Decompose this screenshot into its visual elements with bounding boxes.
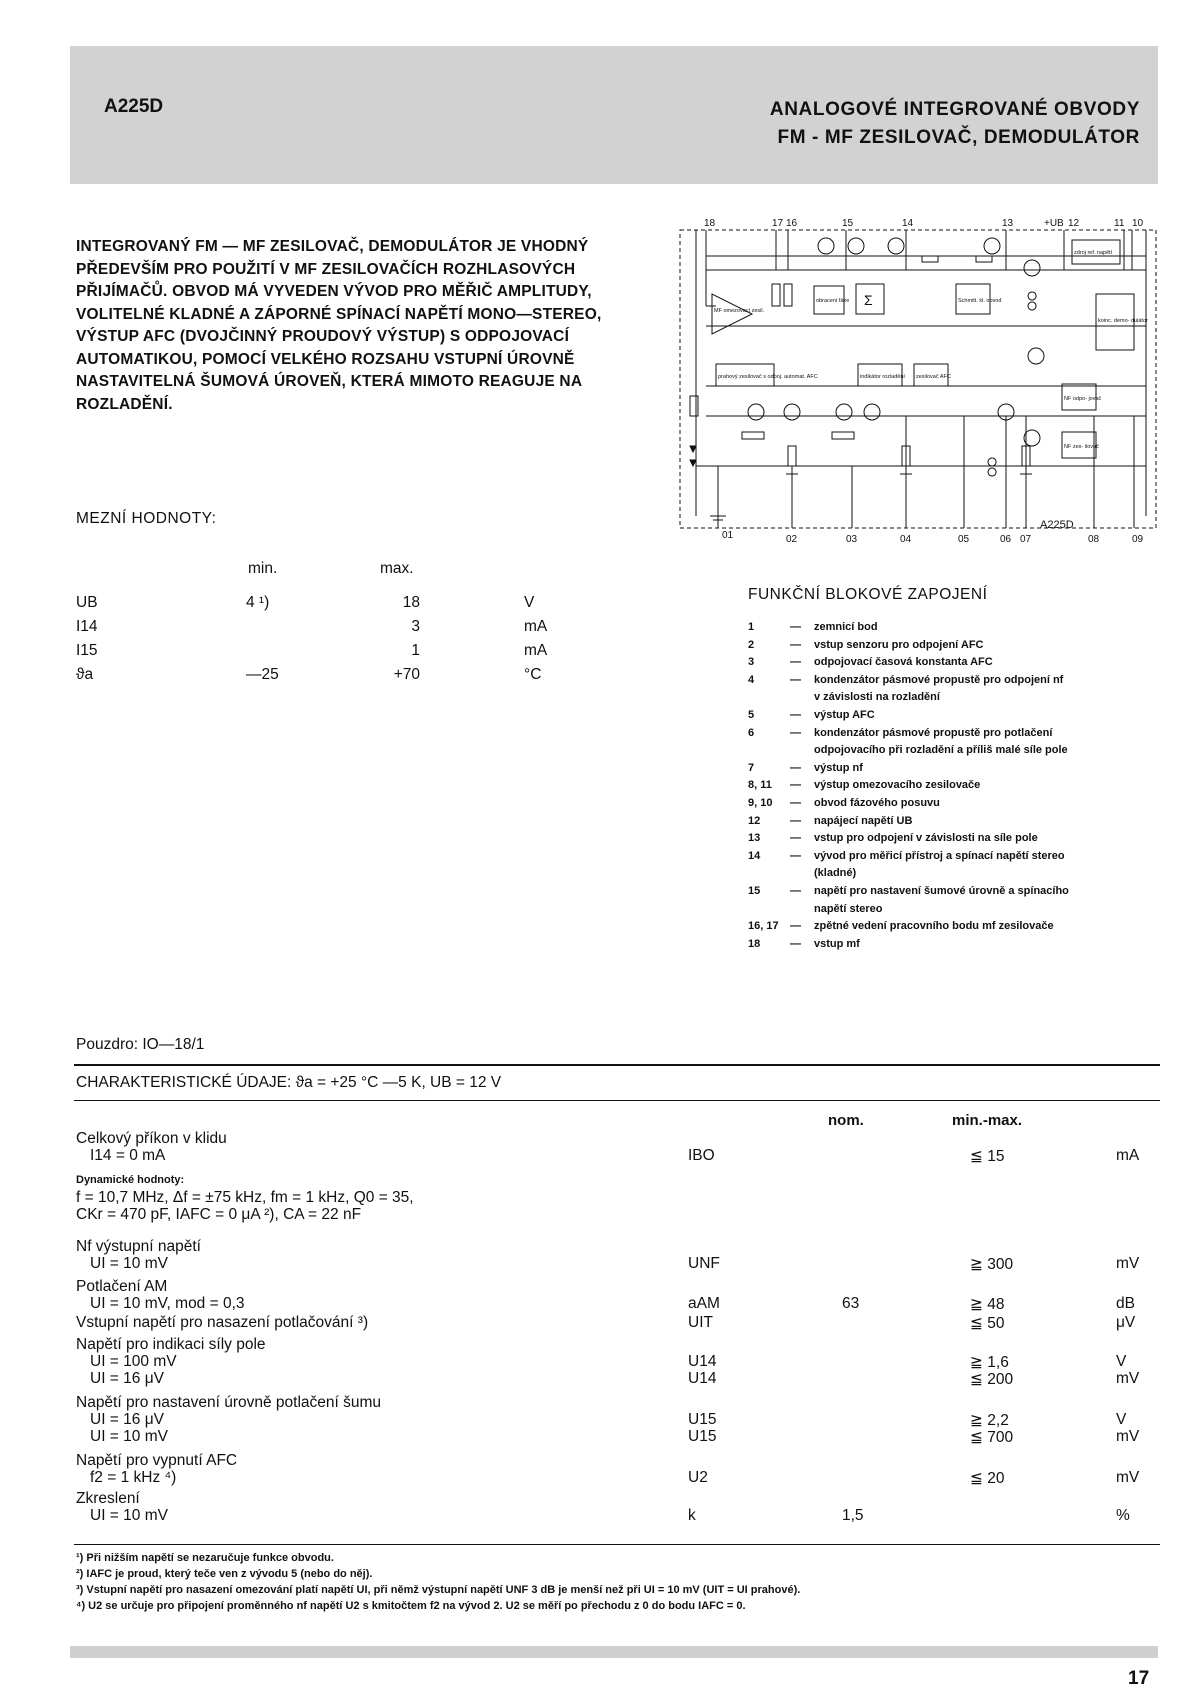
nf-amplifier-label: NF zes- ilovač	[1064, 444, 1099, 450]
pin-label-bottom: 09	[1132, 534, 1144, 545]
char-minmax: ≦ 700	[970, 1429, 1014, 1446]
pin-label-top: 17	[772, 218, 784, 229]
limit-param: I15	[76, 642, 98, 659]
limit-param: I14	[76, 618, 98, 635]
pin-dash: —	[790, 638, 801, 651]
pin-number: 13	[748, 832, 761, 845]
limits-title: MEZNÍ HODNOTY:	[76, 510, 217, 527]
pin-row	[748, 936, 1200, 954]
page-title	[770, 96, 1140, 152]
pin-number: 6	[748, 726, 755, 739]
char-param-line: UI = 10 mV	[90, 1428, 168, 1445]
char-param-line: UI = 10 mV	[90, 1507, 168, 1524]
divider	[74, 1544, 1160, 1545]
pin-dash: —	[790, 814, 801, 827]
char-param-line: f2 = 1 kHz ⁴)	[90, 1469, 177, 1486]
pin-number	[748, 742, 790, 760]
pin-label-top: 11	[1114, 218, 1125, 229]
char-symbol: U2	[688, 1469, 708, 1486]
pin-row	[748, 689, 1200, 707]
char-unit: %	[1116, 1507, 1130, 1524]
pin-label-bottom: 07	[1020, 534, 1032, 545]
limit-unit: °C	[524, 666, 542, 683]
threshold-block-label: prahový zesilovač s odpoj. automat. AFC	[718, 374, 818, 380]
char-symbol: U14	[688, 1370, 717, 1387]
pin-dash: —	[790, 796, 801, 809]
char-param-line: UI = 10 mV, mod = 0,3	[90, 1295, 245, 1312]
header-bar	[70, 46, 1158, 184]
pin-dash: —	[790, 937, 801, 950]
pin-row	[748, 918, 1200, 936]
pin-description: kondenzátor pásmové propustě pro potlačení	[814, 726, 1053, 739]
pin-dash: —	[790, 708, 801, 721]
pin-row	[748, 883, 1200, 901]
pin-dash	[790, 901, 814, 919]
pin-row	[748, 760, 1200, 778]
schmitt-block-label: Schmitt. kl. obvod	[958, 298, 1002, 304]
pin-label-bottom: 08	[1088, 534, 1100, 545]
pin-description: obvod fázového posuvu	[814, 796, 940, 809]
pin-dash: —	[790, 761, 801, 774]
pin-description: zemnicí bod	[814, 621, 878, 633]
pin-number: 18	[748, 937, 761, 950]
limit-max: 3	[411, 618, 420, 635]
char-param-line: UI = 100 mV	[90, 1353, 177, 1370]
pin-label-bottom: 01	[722, 530, 734, 541]
pin-dash: —	[790, 726, 801, 739]
pin-description: vstup senzoru pro odpojení AFC	[814, 638, 984, 651]
pin-row	[748, 672, 1200, 690]
char-unit: V	[1116, 1411, 1127, 1428]
char-param-line: Potlačení AM	[76, 1278, 168, 1295]
footnote: ⁴) U2 se určuje pro připojení proměnného nf napětí U2 s kmitočtem f2 na vývod 2. U2 se měří po přechodu z 0 do bodu IAFC = 0.	[76, 1600, 746, 1612]
char-minmax: ≧ 300	[970, 1256, 1014, 1273]
limit-min: —25	[246, 666, 279, 683]
indicator-block-label: indikátor rozladění	[860, 374, 905, 380]
char-param-line: UI = 10 mV	[90, 1255, 168, 1272]
sum-block-label: Σ	[864, 292, 873, 308]
char-symbol: U15	[688, 1411, 717, 1428]
pin-dash: —	[790, 884, 801, 897]
pin-description: zpětné vedení pracovního bodu mf zesilovače	[814, 920, 1054, 933]
pin-label-top: +UB	[1044, 218, 1064, 229]
characteristics-title: CHARAKTERISTICKÉ ÚDAJE: ϑa = +25 °C —5 K, UB = 12 V	[76, 1074, 502, 1091]
phase-block-label: obracení fáze	[816, 298, 850, 304]
char-symbol: UNF	[688, 1255, 720, 1272]
char-param-line: Napětí pro vypnutí AFC	[76, 1452, 238, 1469]
pin-number: 12	[748, 814, 761, 827]
pin-description: odpojovacího při rozladění a příliš malé síle pole	[814, 744, 1068, 757]
title-line-1: ANALOGOVÉ INTEGROVANÉ OBVODY	[769, 99, 1140, 120]
pin-description: výstup nf	[814, 761, 863, 774]
pin-dash: —	[790, 673, 801, 686]
pin-description: v závislosti na rozladění	[814, 691, 940, 704]
pin-row	[748, 901, 1200, 919]
mf-block-label: MF omezovací zesil.	[714, 308, 765, 314]
pin-label-top: 14	[902, 218, 914, 229]
demodulator-block-label: koinc. demo- dulátor	[1098, 318, 1148, 324]
pin-row	[748, 654, 1200, 672]
limits-col-min: min.	[248, 560, 278, 577]
pin-dash: —	[790, 920, 801, 933]
char-symbol: U15	[688, 1428, 717, 1445]
pin-description: výstup AFC	[814, 708, 875, 721]
pin-number: 9, 10	[748, 796, 773, 809]
pin-functions-list	[748, 619, 1200, 953]
char-unit: dB	[1116, 1295, 1135, 1312]
char-unit: mV	[1116, 1469, 1140, 1486]
pin-number	[748, 901, 790, 919]
pin-dash	[790, 689, 814, 707]
pin-row	[748, 707, 1200, 725]
pin-number: 5	[748, 708, 755, 721]
pin-number: 1	[748, 621, 755, 633]
block-diagram	[676, 216, 1160, 546]
pin-row	[748, 742, 1200, 760]
pin-description: výstup omezovacího zesilovače	[814, 779, 981, 792]
char-param-line: Napětí pro indikaci síly pole	[76, 1336, 266, 1353]
char-param-line: UI = 16 μV	[90, 1370, 164, 1387]
pin-label-top: 13	[1002, 218, 1014, 229]
divider	[74, 1064, 1160, 1066]
limit-min: 4 ¹)	[246, 594, 270, 611]
reference-block-label: zdroj ref. napětí	[1074, 250, 1113, 256]
footnote: ²) IAFC je proud, který teče ven z vývodu 5 (nebo do něj).	[76, 1568, 373, 1580]
pin-number: 8, 11	[748, 779, 772, 792]
pin-row	[748, 637, 1200, 655]
pin-number: 7	[748, 761, 755, 774]
pin-dash: —	[790, 621, 801, 633]
pin-number	[748, 689, 790, 707]
page-number: 17	[1128, 1668, 1150, 1689]
char-param-line: f = 10,7 MHz, Δf = ±75 kHz, fm = 1 kHz, Q0 = 35,	[76, 1189, 414, 1206]
pin-label-bottom: 03	[846, 534, 858, 545]
pin-row	[748, 813, 1200, 831]
pin-label-top: 16	[786, 218, 798, 229]
footnote: ¹) Při nižším napětí se nezaručuje funkce obvodu.	[76, 1552, 334, 1564]
intro-paragraph: INTEGROVANÝ FM — MF ZESILOVAČ, DEMODULÁTOR JE VHODNÝ PŘEDEVŠÍM PRO POUŽITÍ V MF ZESILOVAČÍCH ROZHLASOVÝCH PŘIJÍMAČŮ. OBVOD MÁ VYVEDEN VÝVOD PRO MĚŘIČ AMPLITUDY, VOLITELNÉ KLADNÉ A ZÁPORNÉ SPÍNACÍ NAPĚTÍ MONO—STEREO, VÝSTUP AFC (DVOJČINNÝ PROUDOVÝ VÝSTUP) S ODPOJOVACÍ AUTOMATIKOU, POMOCÍ VELKÉHO ROZSAHU VSTUPNÍ ÚROVNĚ NASTAVITELNÁ ŠUMOVÁ ÚROVEŇ, KTERÁ MIMOTO REAGUJE NA ROZLADĚNÍ.	[76, 238, 602, 413]
pin-description: napájecí napětí UB	[814, 814, 913, 827]
pin-dash: —	[790, 832, 801, 845]
char-param-line: Nf výstupní napětí	[76, 1238, 201, 1255]
pin-label-bottom: 06	[1000, 534, 1012, 545]
pin-row	[748, 777, 1200, 795]
char-symbol: aAM	[688, 1295, 720, 1312]
char-param-line: Dynamické hodnoty:	[76, 1174, 185, 1186]
char-unit: V	[1116, 1353, 1127, 1370]
char-minmax: ≦ 15	[970, 1148, 1005, 1165]
limit-max: 18	[402, 594, 420, 611]
pin-label-bottom: 04	[900, 534, 912, 545]
limits-col-max: max.	[380, 560, 414, 577]
char-symbol: U14	[688, 1353, 717, 1370]
pin-number: 15	[748, 884, 761, 897]
pin-label-bottom: 02	[786, 534, 798, 545]
char-minmax: ≦ 50	[970, 1315, 1005, 1332]
part-code: A225D	[104, 96, 164, 117]
char-unit: μV	[1116, 1314, 1136, 1331]
pin-number: 3	[748, 656, 755, 669]
char-unit: mV	[1116, 1255, 1140, 1272]
limit-max: +70	[393, 666, 420, 683]
pin-description: (kladné)	[814, 867, 857, 880]
pin-dash	[790, 742, 814, 760]
title-line-2: FM - MF ZESILOVAČ, DEMODULÁTOR	[777, 127, 1140, 148]
char-param-line: Celkový příkon v klidu	[76, 1130, 227, 1147]
pin-dash: —	[790, 849, 801, 862]
pin-number: 4	[748, 673, 755, 686]
pin-description: vstup mf	[814, 937, 860, 950]
pin-row	[748, 795, 1200, 813]
footer-bar	[70, 1646, 1158, 1658]
char-minmax: ≧ 1,6	[970, 1354, 1009, 1371]
pin-description: napětí pro nastavení šumové úrovně a spínacího	[814, 884, 1069, 897]
pin-label-bottom: 05	[958, 534, 970, 545]
pin-number	[748, 865, 790, 883]
footnote: ³) Vstupní napětí pro nasazení omezování platí napětí UI, při němž výstupní napětí UNF 3 dB je menší než při UI = 10 mV (UIT = UI prahové).	[76, 1584, 801, 1596]
pin-row	[748, 865, 1200, 883]
char-symbol: IBO	[688, 1147, 715, 1164]
pin-row	[748, 848, 1200, 866]
pin-dash: —	[790, 656, 801, 669]
limit-unit: mA	[524, 642, 548, 659]
char-nom: 63	[842, 1295, 860, 1312]
char-symbol: UIT	[688, 1314, 713, 1331]
pin-dash	[790, 865, 814, 883]
char-param-line: Zkreslení	[76, 1490, 140, 1507]
divider	[74, 1100, 1160, 1101]
nf-disconnector-label: NF odpo- jovač	[1064, 396, 1102, 402]
pin-functions-title: FUNKČNÍ BLOKOVÉ ZAPOJENÍ	[748, 586, 988, 603]
limit-unit: V	[524, 594, 535, 611]
mf-amplifier-block	[712, 294, 752, 334]
char-unit: mA	[1116, 1147, 1140, 1164]
limit-max: 1	[411, 642, 420, 659]
package-info: Pouzdro: IO—18/1	[76, 1036, 205, 1053]
pin-label-top: 12	[1068, 218, 1080, 229]
pin-label-top: 15	[842, 218, 854, 229]
pin-label-top: 18	[704, 218, 716, 229]
pin-row	[748, 830, 1200, 848]
pin-description: napětí stereo	[814, 902, 883, 915]
char-nom: 1,5	[842, 1507, 864, 1524]
char-param-line: UI = 16 μV	[90, 1411, 164, 1428]
pin-number: 14	[748, 849, 761, 862]
pin-description: vývod pro měřicí přístroj a spínací napětí stereo	[814, 849, 1065, 862]
col-minmax: min.-max.	[952, 1112, 1023, 1129]
pin-description: vstup pro odpojení v závislosti na síle pole	[814, 832, 1038, 845]
pin-row	[748, 725, 1200, 743]
pin-row	[748, 619, 1200, 637]
pin-dash: —	[790, 779, 801, 792]
char-minmax: ≦ 200	[970, 1371, 1014, 1388]
ic-label: A225D	[1040, 519, 1074, 531]
limit-unit: mA	[524, 618, 548, 635]
char-symbol: k	[688, 1507, 696, 1524]
col-nom: nom.	[828, 1112, 864, 1129]
limit-param: UB	[76, 594, 98, 611]
pin-label-top: 10	[1132, 218, 1144, 229]
pin-number: 2	[748, 638, 755, 651]
char-param-line: Vstupní napětí pro nasazení potlačování ³)	[76, 1314, 369, 1331]
char-minmax: ≦ 20	[970, 1470, 1005, 1487]
char-unit: mV	[1116, 1370, 1140, 1387]
char-minmax: ≧ 2,2	[970, 1412, 1009, 1429]
pin-description: kondenzátor pásmové propustě pro odpojení nf	[814, 673, 1064, 686]
limit-param: ϑa	[76, 666, 94, 683]
pin-description: odpojovací časová konstanta AFC	[814, 656, 993, 669]
afc-block-label: zesilovač AFC	[916, 374, 951, 380]
pin-number: 16, 17	[748, 920, 779, 933]
char-param-line: I14 = 0 mA	[90, 1147, 166, 1164]
char-unit: mV	[1116, 1428, 1140, 1445]
char-minmax: ≧ 48	[970, 1296, 1005, 1313]
char-param-line: CKr = 470 pF, IAFC = 0 μA ²), CA = 22 nF	[76, 1206, 362, 1223]
char-param-line: Napětí pro nastavení úrovně potlačení šumu	[76, 1394, 382, 1411]
